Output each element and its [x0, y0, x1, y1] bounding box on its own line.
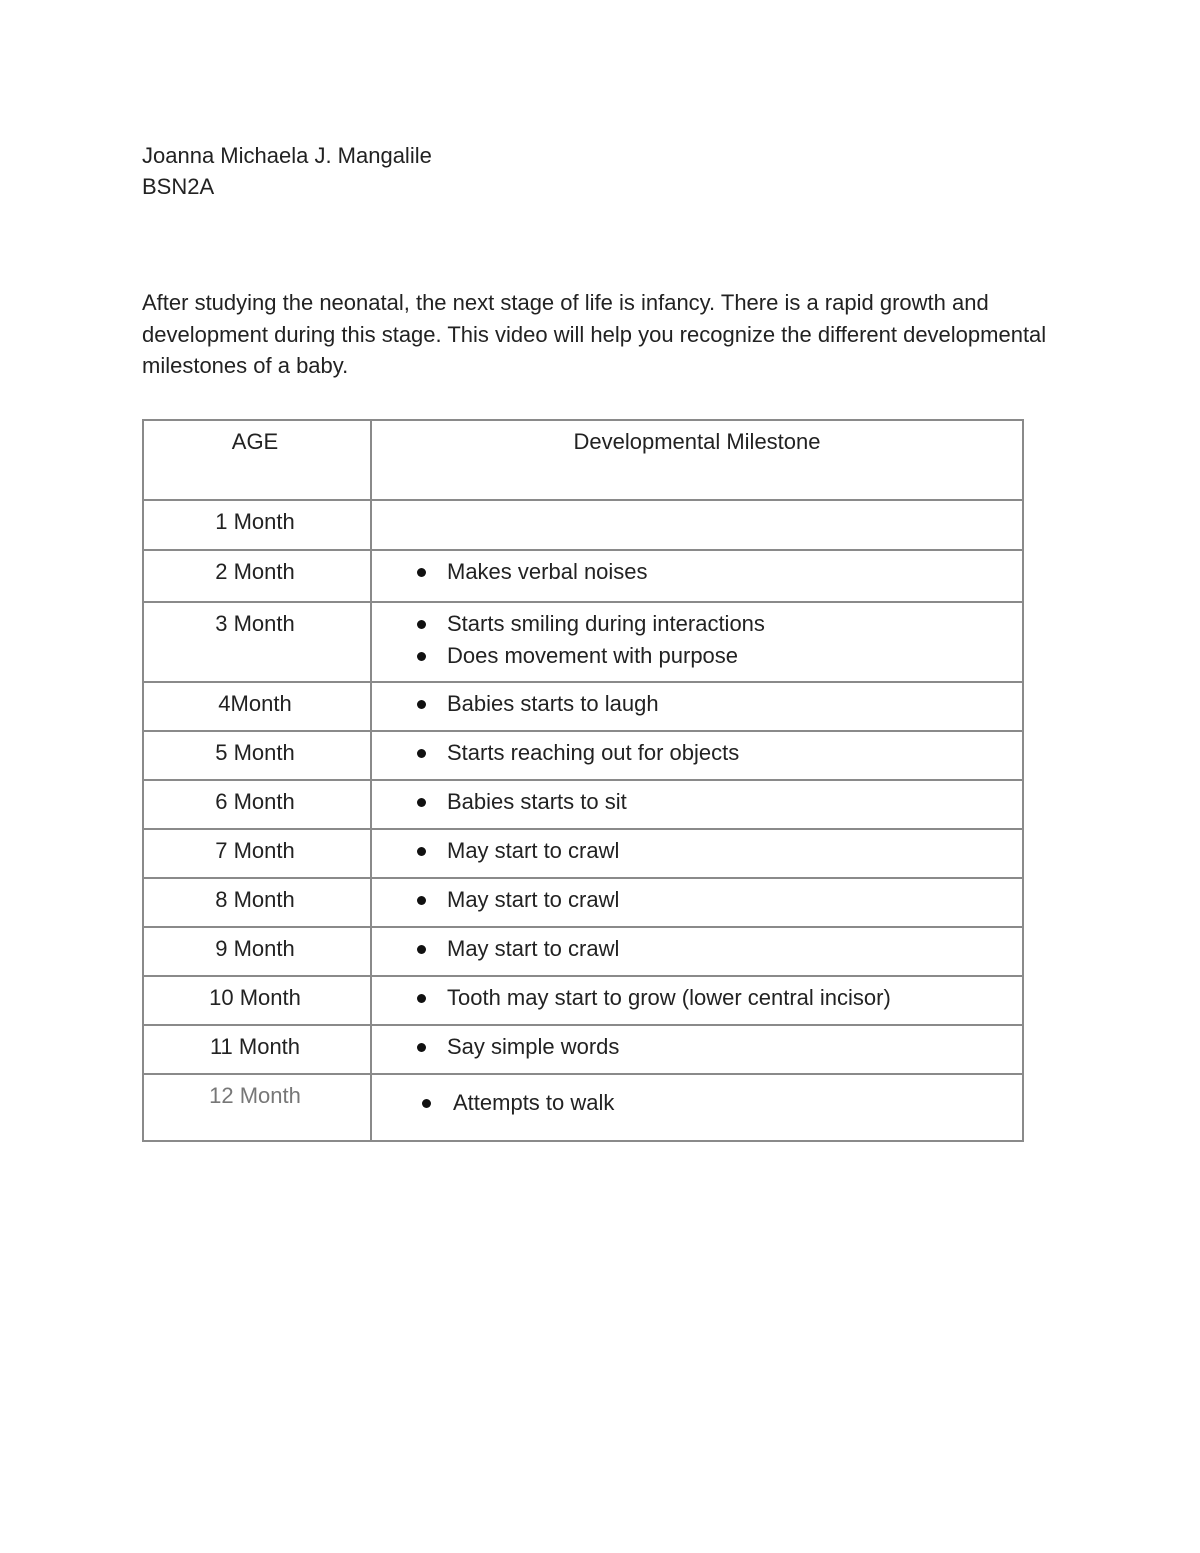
milestone-text: Say simple words: [447, 1034, 620, 1059]
author-name: Joanna Michaela J. Mangalile: [142, 143, 432, 168]
milestone-text: Does movement with purpose: [447, 642, 739, 668]
milestone-cell: [371, 878, 1023, 927]
table-row: [143, 780, 1023, 829]
milestone-column-header: Developmental Milestone: [371, 420, 1023, 500]
bullet-icon: [417, 847, 426, 856]
milestone-item: [372, 933, 1022, 965]
milestone-cell: [371, 550, 1023, 602]
table-row: [143, 500, 1023, 550]
milestone-text: May start to crawl: [447, 887, 620, 912]
bullet-icon: [417, 945, 426, 954]
milestone-table: [142, 419, 1024, 1142]
bullet-icon: [422, 1099, 431, 1108]
table-row: [143, 550, 1023, 602]
milestone-item: [372, 608, 1022, 640]
bullet-icon: [417, 700, 426, 709]
table-header-row: [143, 420, 1023, 500]
milestone-item: [372, 1087, 1022, 1119]
milestone-list: [372, 688, 1022, 720]
table-row: [143, 731, 1023, 780]
milestone-text: May start to crawl: [447, 936, 620, 961]
class-section: BSN2A: [142, 174, 215, 199]
milestone-cell: [371, 682, 1023, 731]
milestone-cell: [371, 500, 1023, 550]
milestone-text: Babies starts to sit: [447, 789, 627, 814]
milestone-cell: [371, 780, 1023, 829]
milestone-cell: [371, 927, 1023, 976]
milestone-cell: [371, 976, 1023, 1025]
age-cell: 2 Month: [143, 550, 371, 602]
milestone-cell: [371, 1074, 1023, 1141]
milestone-list: [372, 608, 1022, 671]
bullet-icon: [417, 652, 426, 661]
milestone-list: [372, 786, 1022, 818]
table-row: [143, 976, 1023, 1025]
bullet-icon: [417, 749, 426, 758]
age-cell: 3 Month: [143, 602, 371, 682]
milestone-list: [372, 835, 1022, 867]
milestone-list: [372, 982, 1022, 1014]
table-row: [143, 1025, 1023, 1074]
bullet-icon: [417, 798, 426, 807]
milestone-cell: [371, 731, 1023, 780]
milestone-list: [372, 1087, 1022, 1119]
age-cell: 6 Month: [143, 780, 371, 829]
bullet-icon: [417, 620, 426, 629]
milestone-item: [372, 835, 1022, 867]
table-row: [143, 829, 1023, 878]
table-row: [143, 1074, 1023, 1141]
milestone-list: [372, 884, 1022, 916]
age-cell: 8 Month: [143, 878, 371, 927]
milestone-item: [372, 737, 1022, 769]
age-cell: 5 Month: [143, 731, 371, 780]
milestone-list: [372, 933, 1022, 965]
bullet-icon: [417, 896, 426, 905]
milestone-cell: [371, 1025, 1023, 1074]
age-cell: 7 Month: [143, 829, 371, 878]
bullet-icon: [417, 994, 426, 1003]
table-row: [143, 602, 1023, 682]
age-cell: 4Month: [143, 682, 371, 731]
milestone-list: [372, 1031, 1022, 1063]
age-column-header: AGE: [143, 420, 371, 500]
intro-paragraph: After studying the neonatal, the next stage of life is infancy. There is a rapid growth and development during this stage. This video will help you recognize the different developmental milestones of a baby.: [142, 290, 1047, 378]
bullet-icon: [417, 568, 426, 577]
table-row: [143, 878, 1023, 927]
milestone-text: Starts reaching out for objects: [447, 740, 740, 765]
age-cell: 11 Month: [143, 1025, 371, 1074]
milestone-text: Attempts to walk: [453, 1090, 615, 1115]
table-row: [143, 927, 1023, 976]
age-cell: 9 Month: [143, 927, 371, 976]
milestone-text: Tooth may start to grow (lower central incisor): [447, 985, 891, 1010]
milestone-text: Makes verbal noises: [447, 559, 648, 584]
milestone-item: [372, 1031, 1022, 1063]
milestone-list: [372, 737, 1022, 769]
milestone-cell: [371, 602, 1023, 682]
table-row: [143, 682, 1023, 731]
milestone-cell: [371, 829, 1023, 878]
age-cell: 12 Month: [143, 1074, 371, 1141]
milestone-item: [372, 786, 1022, 818]
age-cell: 1 Month: [143, 500, 371, 550]
milestone-item: [372, 982, 1022, 1014]
milestone-text: Starts smiling during interactions: [447, 611, 765, 636]
bullet-icon: [417, 1043, 426, 1052]
milestone-item: [372, 688, 1022, 720]
milestone-item: [372, 640, 1022, 672]
milestone-item: [372, 556, 1022, 588]
milestone-list: [372, 556, 1022, 588]
milestone-text: May start to crawl: [447, 838, 620, 863]
age-cell: 10 Month: [143, 976, 371, 1025]
milestone-item: [372, 884, 1022, 916]
milestone-text: Babies starts to laugh: [447, 691, 659, 716]
